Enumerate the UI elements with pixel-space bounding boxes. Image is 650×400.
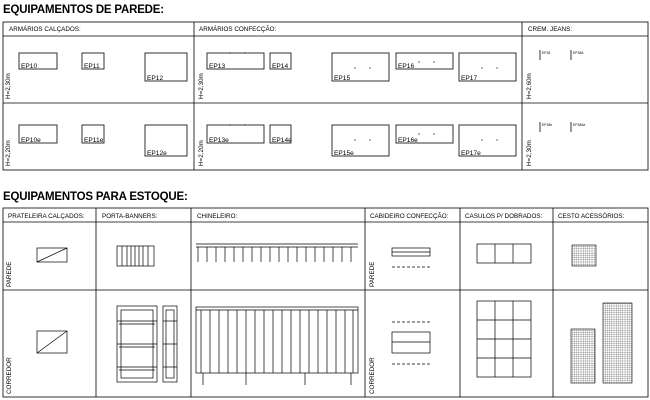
label-ep14: EP14: [272, 63, 289, 70]
label-ep11e: EP11e: [84, 137, 104, 144]
label-ep10e: EP10e: [21, 137, 41, 144]
height-label-jeans-row1: H=2,60m: [526, 73, 533, 99]
label-ep13: EP13: [209, 63, 226, 70]
row-label-corredor-1: CORREDOR: [6, 357, 13, 394]
row-label-corredor-2: CORREDOR: [369, 357, 376, 394]
section-title-parede: EQUIPAMENTOS DE PAREDE:: [3, 4, 164, 16]
label-ep17: EP17: [461, 75, 478, 82]
label-ep18: EP18: [542, 51, 551, 55]
height-label-confeccao-row1: H=2,30m: [198, 73, 205, 99]
label-ep16e: EP16e: [398, 137, 418, 144]
label-ep11: EP11: [84, 63, 100, 70]
label-ep10: EP10: [21, 63, 38, 70]
height-label-calcados-row2: H=2,20m: [5, 140, 12, 166]
header-armarios-confeccao: ARMÁRIOS CONFECÇÃO:: [199, 26, 277, 33]
header-cesto-acessorios: CESTO ACESSÓRIOS:: [558, 213, 625, 220]
label-ep17e: EP17e: [461, 150, 481, 157]
header-armarios-calcados: ARMÁRIOS CALÇADOS:: [9, 26, 81, 33]
label-ep18e: EP18e: [542, 123, 553, 127]
label-ep15e: EP15e: [334, 150, 354, 157]
label-ep13e: EP13e: [209, 137, 229, 144]
header-prateleira-calcados: PRATELEIRA CALÇADOS:: [8, 213, 85, 220]
row-label-parede-1: PAREDE: [6, 261, 13, 287]
header-cabideiro-confeccao: CABIDEIRO CONFECÇÃO:: [370, 213, 449, 220]
header-chineleiro: CHINELEIRO:: [197, 213, 238, 220]
height-label-calcados-row1: H=2,30m: [5, 73, 12, 99]
label-ep12: EP12: [147, 75, 164, 82]
label-ep18ae: EP18Ae: [573, 123, 586, 127]
height-label-confeccao-row2: H=2,20m: [198, 140, 205, 166]
height-label-jeans-row2: H=2,30m: [526, 140, 533, 166]
label-ep12e: EP12e: [147, 150, 167, 157]
section-title-estoque: EQUIPAMENTOS PARA ESTOQUE:: [3, 191, 188, 203]
header-casulos-dobrados: CASULOS P/ DOBRADOS:: [465, 213, 543, 220]
label-ep16: EP16: [398, 63, 415, 70]
header-porta-banners: PORTA-BANNERS:: [102, 213, 158, 220]
row-label-parede-2: PAREDE: [369, 261, 376, 287]
label-ep14e: EP14e: [272, 137, 292, 144]
label-ep15: EP15: [334, 75, 351, 82]
header-crem-jeans: CREM. JEANS:: [528, 26, 573, 33]
label-ep18a: EP18A: [573, 51, 584, 55]
